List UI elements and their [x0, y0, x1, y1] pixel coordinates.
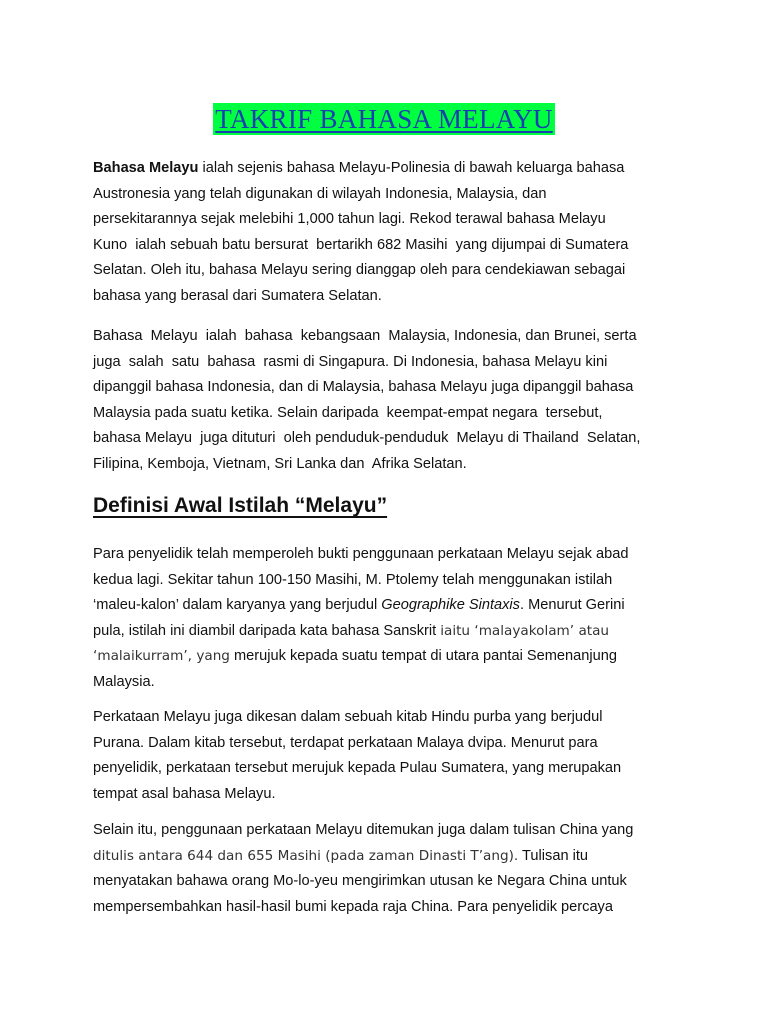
paragraph-3: [93, 542, 683, 695]
line-text: pula, istilah ini diambil daripada kata bahasa Sanskrit: [93, 622, 441, 639]
line-text-alt-font: ditulis antara 644 dan 655 Masihi (pada zaman Dinasti T’ang).: [93, 847, 519, 864]
italic-title: Geographike Sintaxis: [381, 597, 520, 613]
paragraph-4-line-3: penyelidik, perkataan tersebut merujuk kepada Pulau Sumatera, yang merupakan: [93, 760, 622, 776]
paragraph-1-line-1: [93, 156, 683, 182]
line-text: Tulisan itu: [518, 847, 589, 864]
paragraph-2-line-5: bahasa Melayu juga dituturi oleh penduduk-penduduk Melayu di Thailand Selatan,: [93, 430, 641, 446]
paragraph-2-line-3: dipanggil bahasa Indonesia, dan di Malaysia, bahasa Melayu juga dipanggil bahasa: [93, 379, 634, 395]
paragraph-4: [93, 705, 683, 807]
paragraph-5-line-4: mempersembahkan hasil-hasil bumi kepada raja China. Para penyelidik percaya: [93, 898, 613, 915]
paragraph-2-line-2: juga salah satu bahasa rasmi di Singapura. Di Indonesia, bahasa Melayu kini: [93, 353, 608, 370]
bold-term: Bahasa Melayu: [93, 160, 199, 176]
paragraph-1-line-2: Austronesia yang telah digunakan di wilayah Indonesia, Malaysia, dan: [93, 185, 547, 202]
paragraph-5: [93, 818, 683, 920]
paragraph-3-line-2: kedua lagi. Sekitar tahun 100-150 Masihi, M. Ptolemy telah menggunakan istilah: [93, 571, 613, 588]
line-text-alt-font: iaitu ‘malayakolam’ atau: [440, 622, 610, 639]
paragraph-3-line-6: Malaysia.: [93, 673, 155, 690]
paragraph-1-line-3: persekitarannya sejak melebihi 1,000 tahun lagi. Rekod terawal bahasa Melayu: [93, 211, 606, 227]
paragraph-3-line-4: [93, 619, 683, 645]
paragraph-3-line-5: [93, 644, 683, 670]
paragraph-1-line-5: Selatan. Oleh itu, bahasa Melayu sering dianggap oleh para cendekiawan sebagai: [93, 262, 626, 278]
paragraph-3-line-1: Para penyelidik telah memperoleh bukti penggunaan perkataan Melayu sejak abad: [93, 546, 629, 562]
paragraph-2-line-1: Bahasa Melayu ialah bahasa kebangsaan Malaysia, Indonesia, dan Brunei, serta: [93, 328, 637, 344]
title-container: [0, 103, 768, 135]
paragraph-5-line-3: menyatakan bahawa orang Mo-lo-yeu mengirimkan utusan ke Negara China untuk: [93, 873, 627, 889]
paragraph-2-line-6: Filipina, Kemboja, Vietnam, Sri Lanka dan Afrika Selatan.: [93, 455, 467, 472]
line-text: . Menurut Gerini: [519, 597, 625, 613]
paragraph-1: [93, 156, 683, 309]
line-text: merujuk kepada suatu tempat di utara pantai Semenanjung: [229, 648, 617, 664]
paragraph-2-line-4: Malaysia pada suatu ketika. Selain daripada keempat-empat negara tersebut,: [93, 404, 603, 421]
paragraph-4-line-4: tempat asal bahasa Melayu.: [93, 785, 276, 802]
paragraph-5-line-1: Selain itu, penggunaan perkataan Melayu ditemukan juga dalam tulisan China yang: [93, 822, 634, 838]
section-heading: Definisi Awal Istilah “Melayu”: [93, 494, 388, 517]
paragraph-4-line-2: Purana. Dalam kitab tersebut, terdapat perkataan Malaya dvipa. Menurut para: [93, 734, 598, 751]
line-text-alt-font: ‘malaikurram’, yang: [93, 648, 230, 664]
paragraph-1-line-4: Kuno ialah sebuah batu bersurat bertarikh 682 Masihi yang dijumpai di Sumatera: [93, 236, 629, 253]
paragraph-1-line-6: bahasa yang berasal dari Sumatera Selatan.: [93, 287, 382, 304]
page-title: TAKRIF BAHASA MELAYU: [215, 104, 553, 134]
paragraph-2: [93, 324, 683, 477]
line-text: ialah sejenis bahasa Melayu-Polinesia di bawah keluarga bahasa: [198, 160, 625, 176]
line-text: ‘maleu-kalon’ dalam karyanya yang berjudul: [93, 597, 382, 613]
paragraph-5-line-2: [93, 844, 683, 870]
paragraph-4-line-1: Perkataan Melayu juga dikesan dalam sebuah kitab Hindu purba yang berjudul: [93, 709, 603, 725]
paragraph-3-line-3: [93, 593, 683, 619]
